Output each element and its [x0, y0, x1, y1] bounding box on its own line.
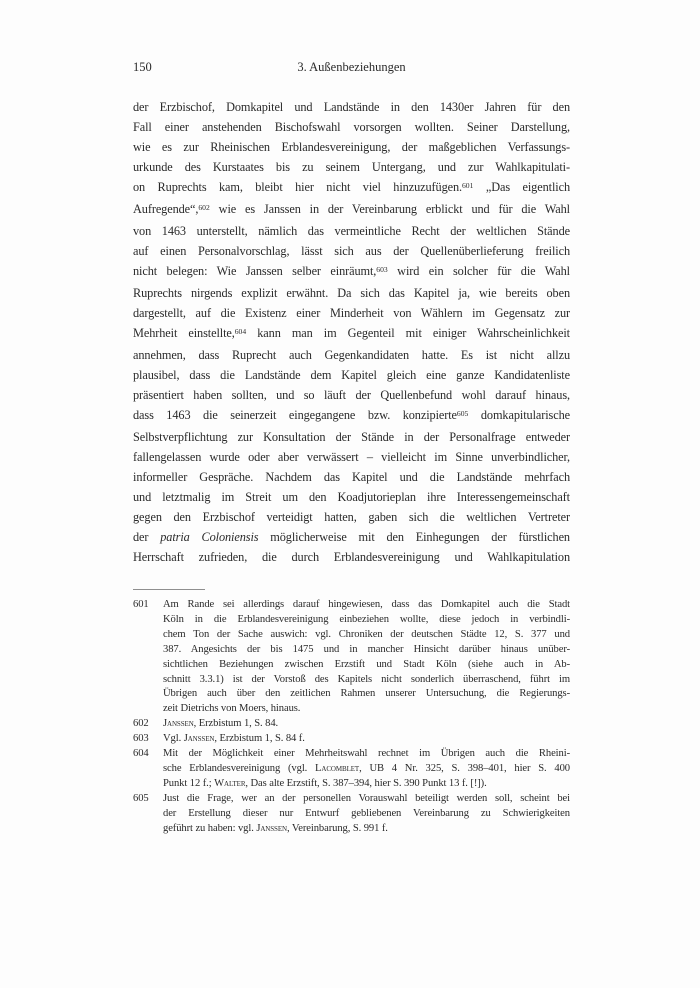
- text-segment: „Das eigentlich: [473, 180, 570, 194]
- text-line: [133, 117, 570, 137]
- text-segment: kann man im Gegenteil mit einiger Wahrscheinlichkeit: [246, 326, 570, 340]
- page-header: [133, 60, 570, 77]
- text-segment: wie es zur Rheinischen Erblandesvereinigung, der maßgeblichen Verfassungs-: [133, 140, 570, 154]
- text-segment: zeit Dietrichs von Moers, hinaus.: [163, 703, 301, 715]
- text-segment: , Erzbistum 1, S. 84 f.: [214, 733, 305, 745]
- text-line: [163, 822, 570, 837]
- author-smallcaps: Janssen: [256, 822, 287, 834]
- text-segment: chem Ton der Sache auswich: vgl. Chroniken der deutschen Städte 12, S. 377 und: [163, 628, 570, 640]
- text-line: [163, 717, 570, 732]
- text-segment: und letztmalig im Streit um den Koadjutorieplan ihre Interessengemeinschaft: [133, 490, 570, 504]
- text-line: [133, 177, 570, 199]
- text-segment: auf einen Personalvorschlag, lässt sich aus der Quellenüberlieferung freilich: [133, 244, 570, 258]
- text-segment: 387. Angesichts der bis 1475 und in mancher Hinsicht darüber hinaus unüber-: [163, 643, 570, 655]
- text-segment: Fall einer anstehenden Bischofswahl vorsorgen wollten. Seiner Darstellung,: [133, 120, 570, 134]
- text-line: [163, 792, 570, 807]
- text-segment: nicht belegen: Wie Janssen selber einräumt,: [133, 264, 377, 278]
- text-line: [133, 405, 570, 427]
- footnote: [133, 598, 570, 717]
- footnote: [133, 732, 570, 747]
- text-line: [133, 283, 570, 303]
- text-line: [133, 427, 570, 447]
- text-segment: Übrigen auch über den zeitlichen Rahmen unserer Untersuchung, die Regierungs-: [163, 688, 570, 700]
- text-line: [133, 303, 570, 323]
- text-segment: plausibel, dass die Landstände dem Kapitel gleich eine ganze Kandidatenliste: [133, 368, 570, 382]
- text-block: [133, 60, 570, 837]
- footnote: [133, 792, 570, 837]
- footnote-text: [163, 792, 570, 837]
- text-line: [163, 613, 570, 628]
- page-number: 150: [133, 60, 152, 74]
- footnote: [133, 717, 570, 732]
- author-smallcaps: Lacomblet: [315, 762, 360, 774]
- footnote-text: [163, 732, 570, 747]
- author-smallcaps: Janssen: [163, 718, 194, 730]
- text-line: [133, 447, 570, 467]
- text-segment: annehmen, dass Ruprecht auch Gegenkandidaten hatte. Es ist nicht allzu: [133, 348, 570, 362]
- text-line: [163, 807, 570, 822]
- text-line: [133, 547, 570, 567]
- text-line: [133, 345, 570, 365]
- text-segment: sche Erblandesvereinigung (vgl.: [163, 762, 316, 774]
- text-segment: sichtlichen Beziehungen zwischen Erzstift und Stadt Köln (siehe auch in Ab-: [163, 658, 570, 670]
- text-line: [133, 507, 570, 527]
- text-segment: Köln in die Erblandesvereinigung einbeziehen wollte, diese jedoch in verbindli-: [163, 613, 570, 625]
- body-text: [133, 97, 570, 567]
- text-line: [163, 747, 570, 762]
- text-segment: von 1463 unterstellt, nämlich das vermeintliche Recht der weltlichen Stände: [133, 224, 570, 238]
- text-line: [133, 487, 570, 507]
- text-segment: Am Rande sei allerdings darauf hingewiesen, dass das Domkapitel auch die Stadt: [163, 599, 570, 610]
- text-segment: möglicherweise mit den Einhegungen der fürstlichen: [258, 530, 570, 544]
- text-segment: Mehrheit einstellte,: [133, 326, 235, 340]
- italic-phrase: patria Coloniensis: [160, 530, 259, 544]
- footnote-ref: 604: [234, 326, 247, 336]
- text-line: [133, 385, 570, 405]
- text-segment: , Das alte Erzstift, S. 387–394, hier S. 390 Punkt 13 f. [!]).: [245, 777, 487, 789]
- text-segment: Ruprechts nirgends explizit erwähnt. Da sich das Kapitel ja, wie bereits oben: [133, 286, 570, 300]
- text-segment: Vgl.: [163, 733, 184, 745]
- text-segment: wie es Janssen in der Vereinbarung erblickt und für die Wahl: [209, 202, 570, 216]
- footnote-ref: 602: [198, 202, 210, 212]
- footnote-text: [163, 747, 570, 792]
- text-segment: Herrschaft zufrieden, die durch Erblandesvereinigung und Wahlkapitulation: [133, 550, 570, 564]
- text-segment: urkunde des Kurstaates bis zu seinem Untergang, und zur Wahlkapitulati-: [133, 160, 570, 174]
- text-line: [133, 241, 570, 261]
- text-segment: domkapitularische: [468, 408, 571, 422]
- text-line: [133, 157, 570, 177]
- text-segment: Punkt 12 f.;: [163, 777, 215, 789]
- text-line: [133, 199, 570, 221]
- text-segment: , Erzbistum 1, S. 84.: [193, 718, 279, 730]
- text-line: [163, 673, 570, 688]
- text-segment: Mit der Möglichkeit einer Mehrheitswahl rechnet im Übrigen auch die Rheini-: [163, 748, 570, 760]
- text-segment: Aufregende“,: [133, 202, 199, 216]
- text-segment: fallengelassen wurde oder aber verwässert – vielleicht im Sinne unverbindlicher,: [133, 450, 570, 464]
- text-line: [163, 658, 570, 673]
- text-line: [163, 732, 570, 747]
- text-segment: schnitt 3.3.1) ist der Vorstoß des Kapitels nicht sonderlich überraschend, führt im: [163, 673, 570, 685]
- text-line: [133, 261, 570, 283]
- text-line: [133, 527, 570, 547]
- text-line: [133, 467, 570, 487]
- text-line: [133, 221, 570, 241]
- footnote-ref: 605: [456, 408, 469, 418]
- footnote-number: 604: [133, 748, 149, 760]
- text-segment: informeller Gespräche. Nachdem das Kapitel und die Landstände mehrfach: [133, 470, 570, 484]
- text-line: [163, 687, 570, 702]
- author-smallcaps: Janssen: [183, 733, 215, 745]
- text-line: [133, 137, 570, 157]
- footnote-separator: [133, 589, 205, 590]
- text-line: [163, 643, 570, 658]
- text-segment: präsentiert haben sollten, und so läuft der Quellenbefund wohl darauf hinaus,: [133, 388, 570, 402]
- text-segment: , UB 4 Nr. 325, S. 398–401, hier S. 400: [359, 762, 570, 774]
- text-segment: Just die Frage, wer an der personellen Vorauswahl beteiligt werden soll, scheint bei: [163, 792, 570, 804]
- text-segment: geführt zu haben: vgl.: [163, 822, 257, 834]
- text-segment: wird ein solcher für die Wahl: [387, 264, 570, 278]
- text-line: [133, 97, 570, 117]
- text-line: [163, 702, 570, 717]
- footnote-number: 602: [133, 718, 149, 730]
- footnote-ref: 603: [376, 264, 388, 274]
- text-segment: on Ruprechts kam, bleibt hier nicht viel hinzuzufügen.: [133, 180, 462, 194]
- text-segment: der: [133, 530, 161, 544]
- text-segment: gegen den Erzbischof verteidigt hatten, gaben sich die weltlichen Vertreter: [133, 510, 570, 524]
- text-segment: dass 1463 die seinerzeit eingegangene bzw. konzipierte: [133, 408, 457, 422]
- footnote-text: [163, 717, 570, 732]
- text-segment: der Erzbischof, Domkapitel und Landstände in den 1430er Jahren für den: [133, 100, 570, 114]
- text-line: [133, 323, 570, 345]
- text-line: [163, 628, 570, 643]
- footnote-number: 601: [133, 599, 149, 610]
- text-line: [163, 598, 570, 613]
- running-head: 3. Außenbeziehungen: [297, 60, 406, 74]
- footnotes-section: [133, 598, 570, 837]
- footnote-ref: 601: [462, 180, 474, 190]
- footnote: [133, 747, 570, 792]
- text-segment: dargestellt, auf die Existenz einer Minderheit von Wählern im Gegensatz zur: [133, 306, 570, 320]
- text-line: [163, 777, 570, 792]
- text-line: [163, 762, 570, 777]
- footnote-number: 603: [133, 733, 149, 745]
- footnote-text: [163, 598, 570, 717]
- author-smallcaps: Walter: [214, 777, 246, 789]
- text-line: [133, 365, 570, 385]
- footnote-number: 605: [133, 792, 149, 804]
- text-segment: der Erstellung dieser nur Entwurf gebliebenen Vereinbarung zu Schwierigkeiten: [163, 807, 570, 819]
- text-segment: , Vereinbarung, S. 991 f.: [286, 822, 388, 834]
- text-segment: Selbstverpflichtung zur Konsultation der Stände in der Personalfrage entweder: [133, 430, 570, 444]
